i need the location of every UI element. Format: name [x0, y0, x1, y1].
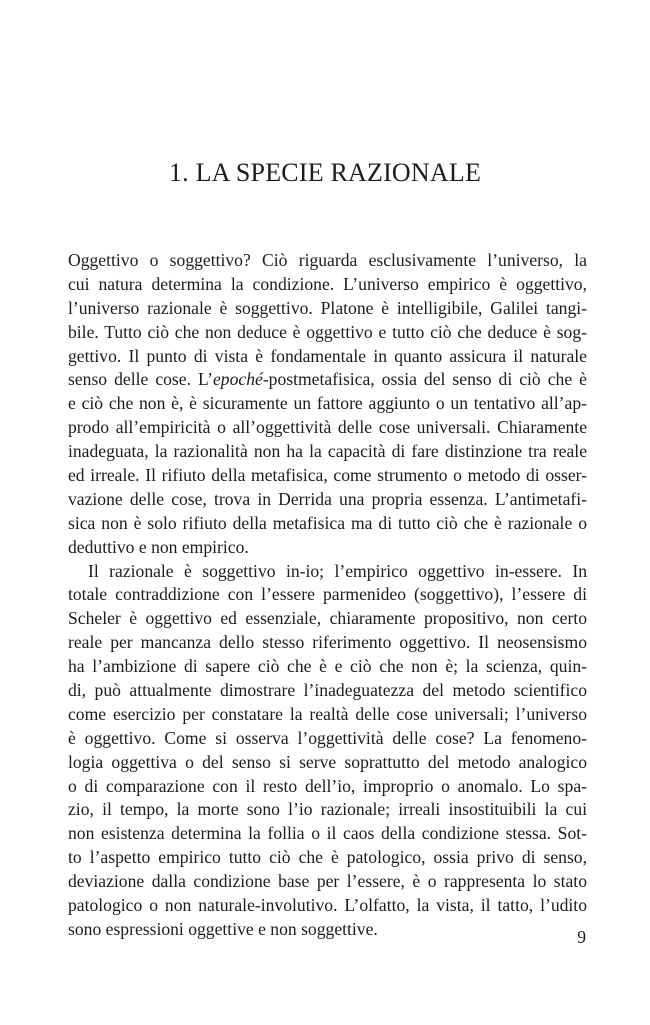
text-line: Scheler è oggettivo ed essenziale, chiaramente propositivo, non certo	[68, 608, 587, 629]
text-line: ed irreale. Il rifiuto della metafisica, come strumento o metodo di osser-	[68, 465, 587, 486]
text-line: inadeguata, la razionalità non ha la capacità di fare distinzione tra reale	[68, 441, 587, 462]
text-line: bile. Tutto ciò che non deduce è oggettivo e tutto ciò che deduce è sog-	[68, 321, 587, 342]
text-line: zio, il tempo, la morte sono l’io razionale; irreali insostituibili la cui	[68, 799, 587, 820]
text-line: è oggettivo. Come si osserva l’oggettività delle cose? La fenomeno-	[68, 727, 587, 748]
text-line: patologico o non naturale-involutivo. L’olfatto, la vista, il tatto, l’udito	[68, 895, 587, 916]
text-line: come esercizio per constatare la realtà delle cose universali; l’universo	[68, 703, 587, 724]
text-line: l’universo razionale è soggettivo. Platone è intelligibile, Galilei tangi-	[68, 297, 587, 318]
text-line: e ciò che non è, è sicuramente un fattore aggiunto o un tentativo all’ap-	[68, 393, 587, 414]
text-line: ha l’ambizione di sapere ciò che è e ciò che non è; la scienza, quin-	[68, 656, 587, 677]
page-number: 9	[577, 927, 586, 947]
text-line: non esistenza determina la follia o il caos della condizione stessa. Sot-	[68, 823, 587, 844]
chapter-title: 1. LA SPECIE RAZIONALE	[168, 158, 482, 187]
text-line: senso delle cose. L’epoché-postmetafisica, ossia del senso di ciò che è	[68, 369, 587, 390]
text-line: vazione delle cose, trova in Derrida una propria essenza. L’antimetafi-	[68, 488, 587, 509]
text-line: Oggettivo o soggettivo? Ciò riguarda esclusivamente l’universo, la	[68, 250, 587, 270]
text-line: reale per mancanza dello stesso riferimento oggettivo. Il neosensismo	[68, 632, 587, 653]
text-line: deduttivo e non empirico.	[68, 536, 249, 557]
text-line: to l’aspetto empirico tutto ciò che è patologico, ossia privo di senso,	[68, 847, 587, 868]
body-text	[68, 249, 587, 942]
text-line: cui natura determina la condizione. L’universo empirico è oggettivo,	[68, 273, 587, 294]
text-line: di, può attualmente dimostrare l’inadeguatezza del metodo scientifico	[68, 680, 587, 701]
paragraph-1	[68, 249, 587, 560]
text-line: totale contraddizione con l’essere parmenideo (soggettivo), l’essere di	[68, 584, 587, 605]
text-line: logia oggettiva o del senso si serve soprattutto del metodo analogico	[68, 751, 587, 772]
text-line: sica non è solo rifiuto della metafisica ma di tutto ciò che è razionale o	[68, 512, 587, 533]
text-line: Il razionale è soggettivo in-io; l’empirico oggettivo in-essere. In	[88, 560, 587, 581]
text-line: deviazione dalla condizione base per l’essere, è o rappresenta lo stato	[68, 871, 587, 892]
text-line: gettivo. Il punto di vista è fondamentale in quanto assicura il naturale	[68, 345, 587, 366]
text-line: o di comparazione con il resto dell’io, improprio o anomalo. Lo spa-	[68, 775, 587, 796]
text-line: sono espressioni oggettive e non soggettive.	[68, 918, 378, 939]
text-line: prodo all’empiricità o all’oggettività delle cose universali. Chiaramente	[68, 417, 587, 438]
paragraph-2	[68, 560, 587, 942]
